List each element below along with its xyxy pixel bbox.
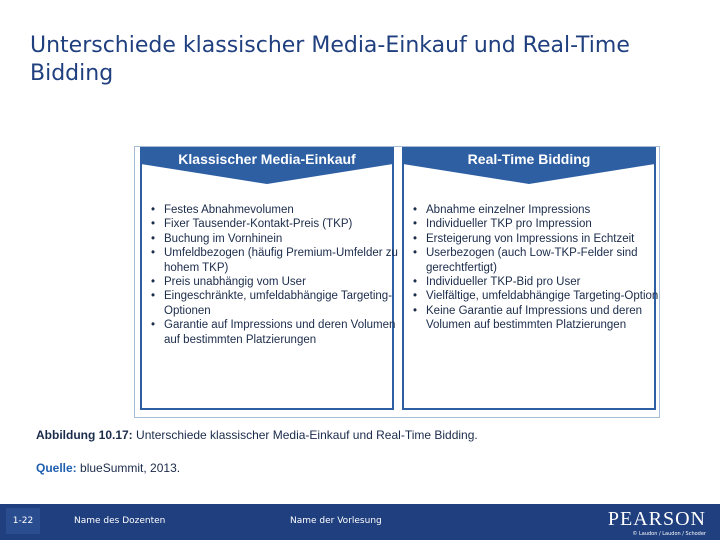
source-text: blueSummit, 2013.	[76, 461, 181, 475]
bullet-item: • Festes Abnahmevolumen	[164, 203, 400, 217]
bullet-item: • Individueller TKP-Bid pro User	[426, 275, 662, 289]
classic-list	[150, 203, 400, 347]
bullet-item: • Vielfältige, umfeldabhängige Targeting-Option	[426, 289, 662, 303]
bullet-item: • Individueller TKP pro Impression	[426, 217, 662, 231]
bullet-item: • Fixer Tausender-Kontakt-Preis (TKP)	[164, 217, 400, 231]
column-rtb	[402, 147, 659, 413]
column-heading: Klassischer Media-Einkauf	[178, 151, 356, 167]
lecturer-name: Name des Dozenten	[74, 516, 166, 526]
logo-subtitle: © Laudon / Laudon / Schoder	[632, 531, 706, 537]
bullet-item: • Preis unabhängig vom User	[164, 275, 400, 289]
bullet-item: • Userbezogen (auch Low-TKP-Felder sind gerechtfertigt)	[426, 246, 662, 275]
comparison-figure	[134, 146, 660, 418]
lecture-name: Name der Vorlesung	[290, 516, 382, 526]
slide-title: Unterschiede klassischer Media-Einkauf und Real-Time Bidding	[30, 33, 630, 86]
footer-bar	[0, 504, 720, 540]
source-label: Quelle:	[36, 461, 77, 475]
bullet-item: • Eingeschränkte, umfeldabhängige Targeting-Optionen	[164, 289, 400, 318]
column-heading: Real-Time Bidding	[467, 151, 591, 167]
figure-source	[36, 461, 686, 475]
slide-number: 1-22	[6, 508, 40, 534]
bullet-item: • Buchung im Vornhinein	[164, 232, 400, 246]
bullet-item: • Garantie auf Impressions und deren Volumen auf bestimmten Platzierungen	[164, 318, 400, 347]
bullet-item: • Keine Garantie auf Impressions und deren Volumen auf bestimmten Platzierungen	[426, 304, 662, 333]
caption-label: Abbildung 10.17:	[36, 428, 133, 442]
column-classic	[140, 147, 398, 413]
bullet-item: • Umfeldbezogen (häufig Premium-Umfelder zu hohem TKP)	[164, 246, 400, 275]
bullet-item: • Ersteigerung von Impressions in Echtzeit	[426, 232, 662, 246]
caption-text: Unterschiede klassischer Media-Einkauf und Real-Time Bidding.	[132, 428, 478, 442]
bullet-item: • Abnahme einzelner Impressions	[426, 203, 662, 217]
rtb-list	[412, 203, 662, 333]
figure-caption	[36, 428, 686, 442]
pearson-logo: PEARSON	[607, 508, 706, 530]
